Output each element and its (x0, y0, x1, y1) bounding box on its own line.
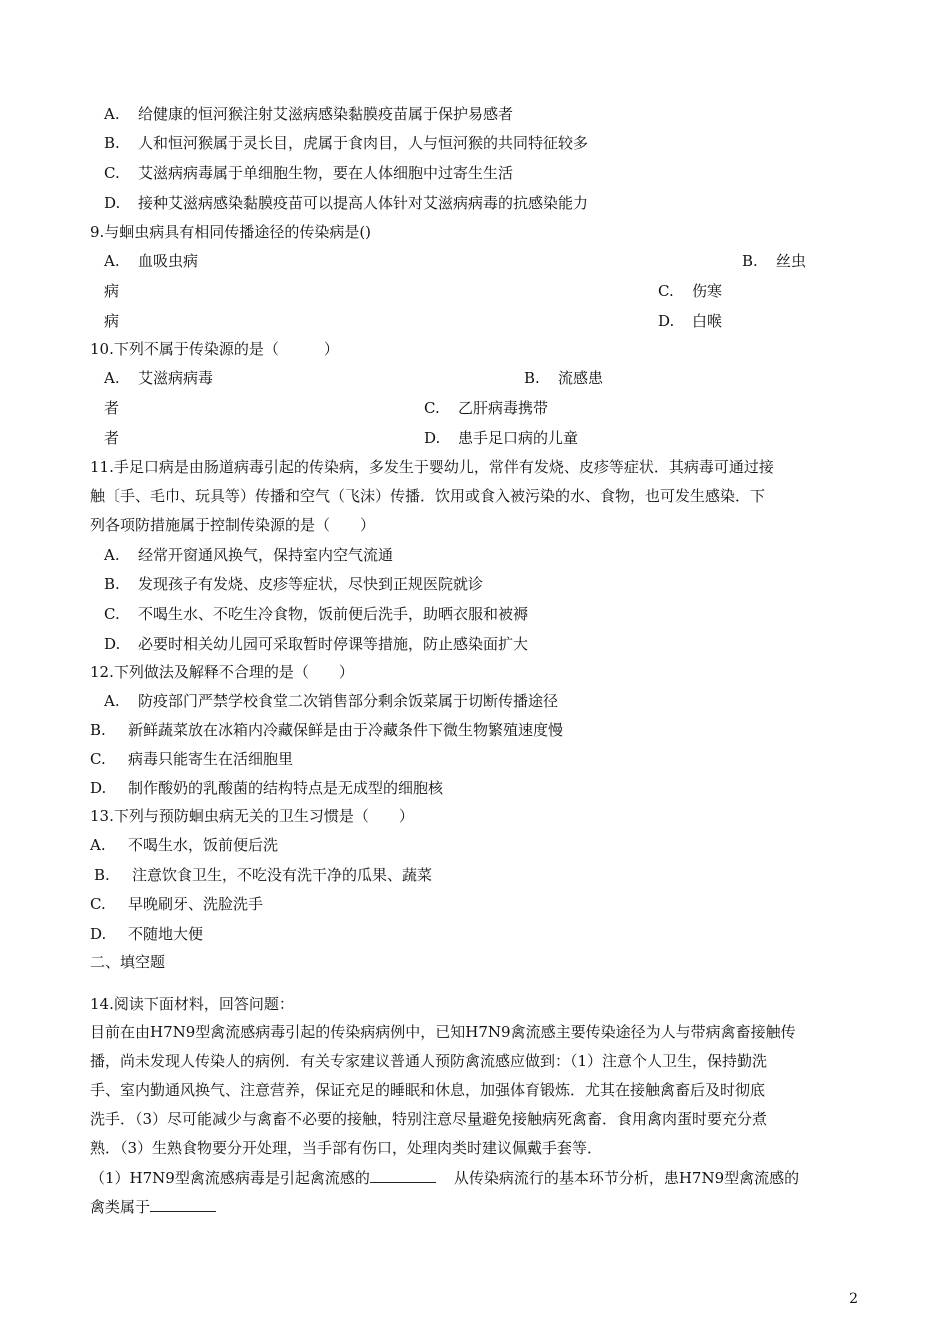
q14-passage-line-5: 熟．（3）生熟食物要分开处理，当手部有伤口，处理肉类时建议佩戴手套等． (90, 1139, 603, 1157)
q14-sub1-line-2: 禽类属于 (90, 1197, 216, 1217)
q9-wrap-2: 病 (104, 312, 120, 330)
q8-option-b: B. 人和恒河猴属于灵长目，虎属于食肉目，人与恒河猴的共同特征较多 (104, 134, 589, 152)
q11-option-d: D. 必要时相关幼儿园可采取暂时停课等措施，防止感染面扩大 (104, 635, 529, 653)
q10-option-d: D. 患手足口病的儿童 (424, 429, 579, 447)
q12-stem: 12.下列做法及解释不合理的是（ ） (90, 663, 354, 681)
q11-stem-line-1: 11.手足口病是由肠道病毒引起的传染病，多发生于婴幼儿，常伴有发烧、皮疹等症状．其病毒可通过接 (90, 458, 774, 476)
q8-option-c: C. 艾滋病病毒属于单细胞生物，要在人体细胞中过寄生生活 (104, 164, 514, 182)
q12-option-a: A. 防疫部门严禁学校食堂二次销售部分剩余饭菜属于切断传播途径 (104, 692, 559, 710)
q9-option-b: B. 丝虫 (742, 252, 807, 270)
q8-option-a: A. 给健康的恒河猴注射艾滋病感染黏膜疫苗属于保护易感者 (104, 105, 514, 123)
q13-option-d: D. 不随地大便 (90, 925, 204, 943)
q13-option-b: B. 注意饮食卫生，不吃没有洗干净的瓜果、蔬菜 (94, 866, 433, 884)
section-heading-fill-in: 二、填空题 (90, 953, 166, 971)
q12-option-b: B. 新鲜蔬菜放在冰箱内冷藏保鲜是由于冷藏条件下微生物繁殖速度慢 (90, 721, 564, 739)
q11-option-c: C. 不喝生水、不吃生冷食物，饭前便后洗手，助晒衣服和被褥 (104, 605, 529, 623)
q14-passage-line-1: 目前在由H7N9型禽流感病毒引起的传染病病例中，已知H7N9禽流感主要传染途径为人与带病禽畜接触传 (90, 1023, 796, 1041)
q9-option-a: A. 血吸虫病 (104, 252, 199, 270)
q10-wrap-1: 者 (104, 399, 120, 417)
q9-option-d: D. 白喉 (658, 312, 723, 330)
answer-blank-2[interactable] (150, 1197, 216, 1212)
q9-option-c: C. 伤寒 (658, 282, 723, 300)
q11-option-b: B. 发现孩子有发烧、皮疹等症状，尽快到正规医院就诊 (104, 575, 484, 593)
q13-option-c: C. 早晚刷牙、洗脸洗手 (90, 895, 264, 913)
q14-sub1-line-1: （1）H7N9型禽流感病毒是引起禽流感的 从传染病流行的基本环节分析，患H7N9型禽流感的 (90, 1169, 800, 1187)
q11-stem-line-2: 触〔手、毛巾、玩具等）传播和空气（飞沫）传播．饮用或食入被污染的水、食物，也可发生感染．下 (90, 487, 766, 505)
q13-stem: 13.下列与预防蛔虫病无关的卫生习惯是（ ） (90, 807, 414, 825)
q10-stem: 10.下列不属于传染源的是（ ） (90, 340, 339, 358)
q14-passage-line-3: 手、室内勤通风换气、注意营养，保证充足的睡眠和休息，加强体育锻炼．尤其在接触禽畜后及时彻底 (90, 1081, 766, 1099)
q12-option-c: C. 病毒只能寄生在活细胞里 (90, 750, 294, 768)
answer-blank-1[interactable] (370, 1168, 436, 1183)
q10-option-b: B. 流感患 (524, 369, 604, 387)
page-number: 2 (849, 1291, 858, 1307)
q9-stem: 9.与蛔虫病具有相同传播途径的传染病是() (90, 223, 372, 241)
q10-option-a: A. 艾滋病病毒 (104, 369, 214, 387)
q8-option-d: D. 接种艾滋病感染黏膜疫苗可以提高人体针对艾滋病病毒的抗感染能力 (104, 194, 589, 212)
q14-passage-line-2: 播，尚未发现人传染人的病例．有关专家建议普通人预防禽流感应做到：（1）注意个人卫生，保持勤洗 (90, 1052, 768, 1070)
q14-passage-line-4: 洗手．（3）尽可能减少与禽畜不必要的接触，特别注意尽量避免接触病死禽畜．食用禽肉蛋时要充分煮 (90, 1110, 768, 1128)
q10-option-c: C. 乙肝病毒携带 (424, 399, 549, 417)
q14-stem: 14.阅读下面材料，回答问题： (90, 995, 294, 1013)
q12-option-d: D. 制作酸奶的乳酸菌的结构特点是无成型的细胞核 (90, 779, 444, 797)
q10-wrap-2: 者 (104, 429, 120, 447)
q11-option-a: A. 经常开窗通风换气，保持室内空气流通 (104, 546, 394, 564)
q9-wrap-1: 病 (104, 282, 120, 300)
q13-option-a: A. 不喝生水，饭前便后洗 (90, 836, 279, 854)
q11-stem-line-3: 列各项防措施属于控制传染源的是（ ） (90, 516, 376, 534)
